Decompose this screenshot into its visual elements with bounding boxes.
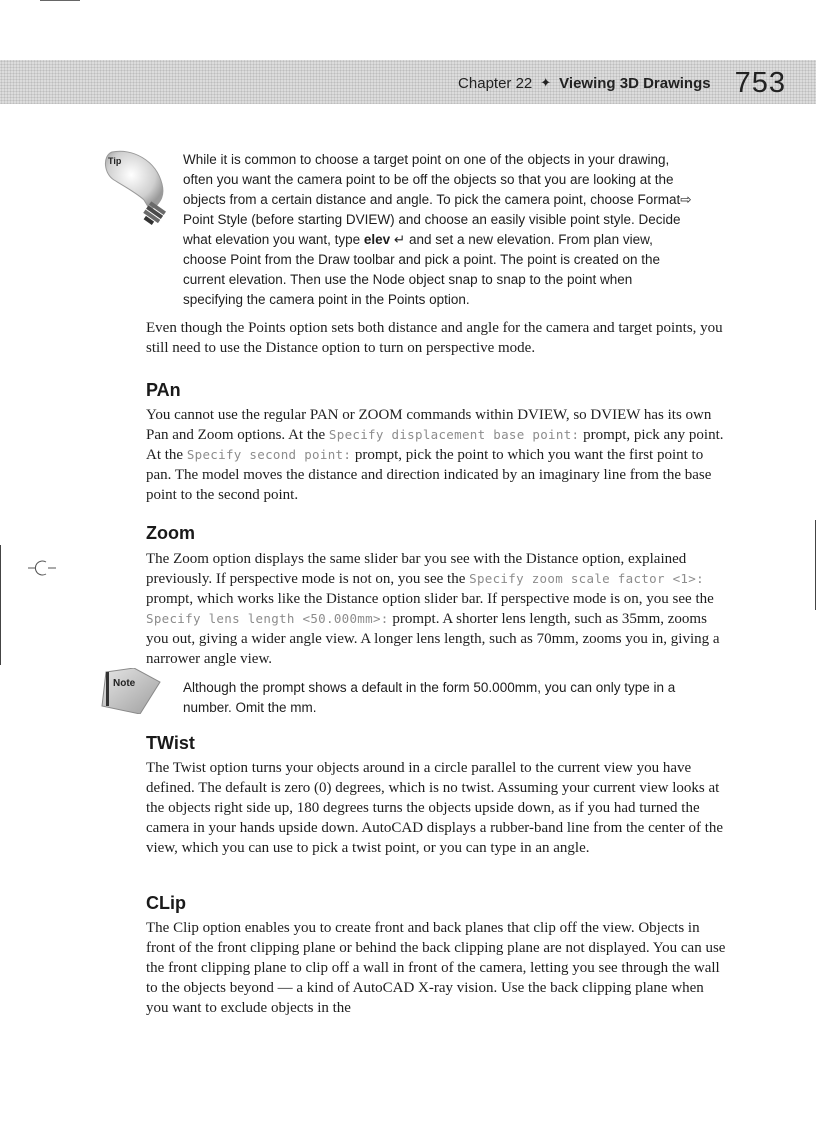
tip-lightbulb-icon: [98, 146, 178, 228]
command-elev: elev: [363, 232, 391, 247]
heading-zoom: Zoom: [146, 523, 195, 543]
prompt-second-point: Specify second point:: [186, 447, 352, 462]
note-text: Although the prompt shows a default in the form 50.000mm, you can only type in a number. Omit the mm.: [183, 680, 676, 715]
enter-key-icon: ↵: [390, 232, 406, 247]
paragraph-twist: The Twist option turns your objects around in a circle parallel to the current view you have defined. The default is zero (0) degrees, which is no twist. Assuming your current view looks at the objects right side up, 180 degrees turns the objects upside down, as if you had turned the camera in your hands upside down. AutoCAD displays a rubber-band line from the center of the view, which you can use to pick a twist point, or you can type in an angle.: [146, 760, 724, 856]
chapter-title: Viewing 3D Drawings: [559, 74, 711, 92]
prompt-lens-length: Specify lens length <50.000mm>:: [146, 611, 389, 626]
running-header: [458, 66, 786, 100]
paragraph-zoom: The Zoom option displays the same slider bar you see with the Distance option, explained previously. If perspective mode is not on, you see the Specify zoom scale factor <1>: prompt, which works like the Distance option slider bar. If perspective mode is on, you see the Specify lens length <50.000mm>: prompt. A shorter lens length, such as 35mm, zooms you out, giving a wider angle view. A longer lens length, such as 70mm, zooms you in, giving a narrower angle view.: [146, 551, 720, 667]
crop-mark-left: [0, 545, 1, 665]
chapter-number: Chapter 22: [458, 74, 533, 92]
tip-label: Tip: [108, 156, 122, 166]
separator-icon: ✦: [540, 75, 552, 90]
tip-text: While it is common to choose a target point on one of the objects in your drawing, often you want the camera point to be off the objects so that you are looking at the objects from a certain distance and angle. To pick the camera point, choose Format⇨ Point Style (before starting DVIEW) and choose an easily visible point style. Decide what elevation you want, type elev ↵ and set a new elevation. From plan view, choose Point from the Draw toolbar and pick a point. The point is created on the current elevation. Then use the Node object snap to snap to the point when specifying the camera point in the Points option.: [183, 152, 692, 307]
paragraph-clip: The Clip option enables you to create front and back planes that clip off the view. Objects in front of the front clipping plane or behind the back clipping plane are not displayed. You can use the front clipping plane to clip off a wall in front of the camera, letting you see through the wall to the objects beyond — a kind of AutoCAD X-ray vision. Use the back clipping plane when you want to exclude objects in the: [146, 920, 726, 1016]
note-paper-icon: [100, 668, 170, 714]
registration-mark-icon: [28, 558, 56, 578]
heading-twist: TWist: [146, 733, 195, 753]
prompt-zoom-scale: Specify zoom scale factor <1>:: [469, 571, 704, 586]
page-number: 753: [734, 66, 786, 99]
note-label: Note: [113, 678, 136, 689]
crop-mark-top: [40, 0, 80, 1]
menu-arrow-icon: ⇨: [680, 192, 692, 207]
paragraph-intro: Even though the Points option sets both distance and angle for the camera and target points, you still need to use the Distance option to turn on perspective mode.: [146, 320, 723, 356]
heading-pan: PAn: [146, 380, 181, 400]
heading-clip: CLip: [146, 893, 186, 913]
paragraph-pan: You cannot use the regular PAN or ZOOM commands within DVIEW, so DVIEW has its own Pan and Zoom options. At the Specify displacement base point: prompt, pick any point. At the Specify second point: prompt, pick the point to which you want the first point to pan. The model moves the distance and direction indicated by an imaginary line from the base point to the second point.: [146, 407, 724, 503]
prompt-displacement: Specify displacement base point:: [328, 427, 580, 442]
